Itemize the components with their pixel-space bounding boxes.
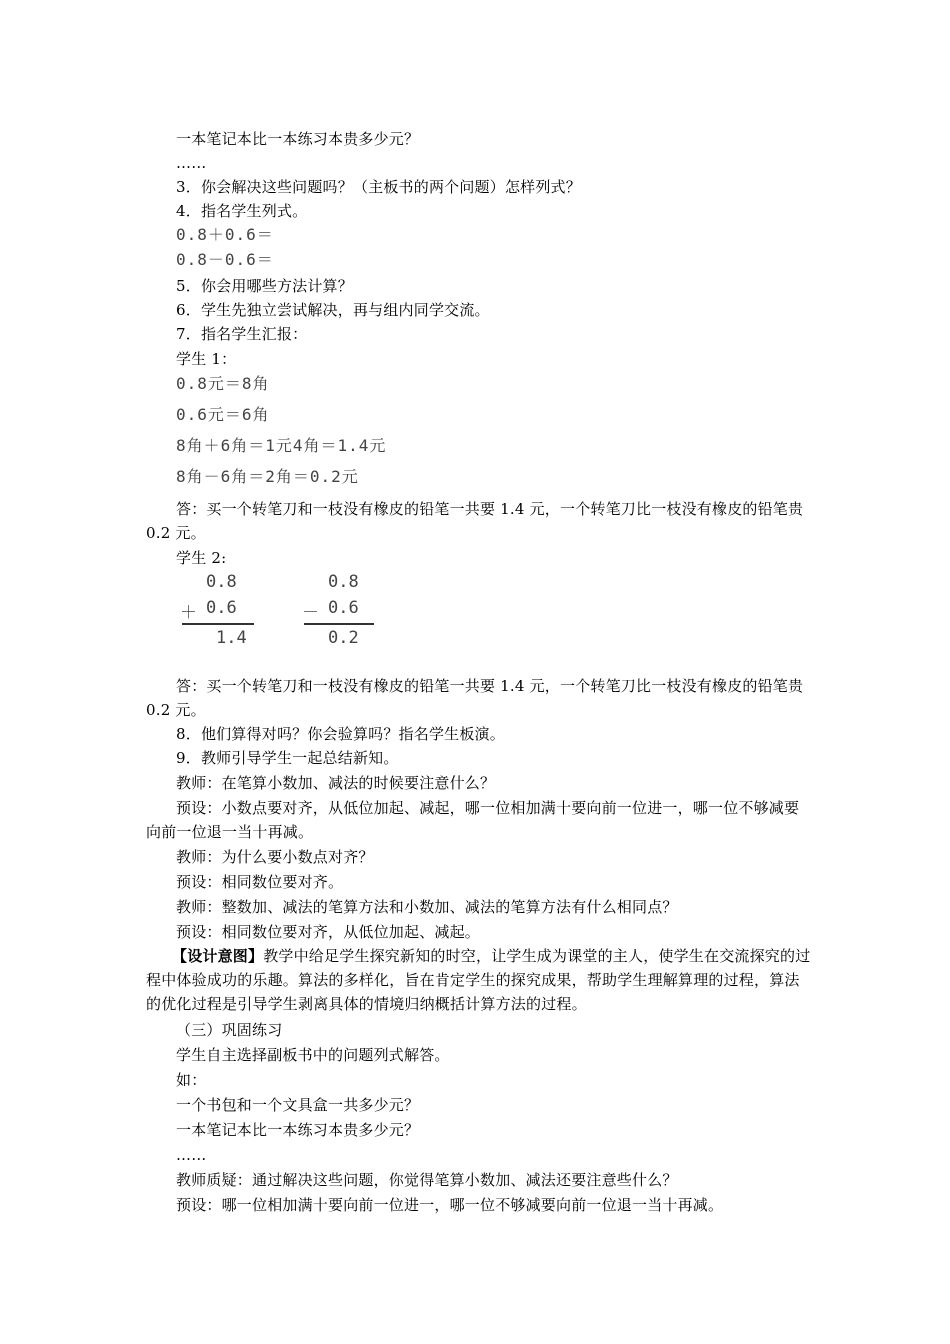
text-line: 一本笔记本比一本练习本贵多少元？ [176, 130, 420, 148]
addend-top: 0.8 [206, 572, 237, 592]
text-line: 教师：在笔算小数加、减法的时候要注意什么？ [176, 774, 496, 792]
text-line: 教师质疑：通过解决这些问题，你觉得笔算小数加、减法还要注意些什么？ [176, 1171, 678, 1189]
text-line: 教师：整数加、减法的笔算方法和小数加、减法的笔算方法有什么相同点？ [176, 898, 678, 916]
ellipsis: …… [176, 154, 207, 172]
answer-paragraph: 答：买一个转笔刀和一枝没有橡皮的铅笔一共要 1.4 元，一个转笔刀比一枝没有橡皮的铅笔贵 0.2 元。 [146, 677, 804, 719]
sum-result: 1.4 [216, 628, 247, 648]
text-line: 一本笔记本比一本练习本贵多少元？ [176, 1121, 420, 1139]
answer-paragraph: 答：买一个转笔刀和一枝没有橡皮的铅笔一共要 1.4 元，一个转笔刀比一枝没有橡皮的铅笔贵 0.2 元。 [146, 500, 804, 542]
text-line: 5．你会用哪些方法计算？ [176, 277, 353, 295]
text-line: 3．你会解决这些问题吗？（主板书的两个问题）怎样列式？ [176, 178, 581, 196]
ellipsis: …… [176, 1146, 207, 1164]
vertical-calculation [176, 568, 396, 648]
text-line: 学生自主选择副板书中的问题列式解答。 [176, 1046, 450, 1064]
text-line: 教师：为什么要小数点对齐？ [176, 848, 374, 866]
text-line: 如： [176, 1071, 207, 1089]
text-line: 8．他们算得对吗？你会验算吗？指名学生板演。 [176, 725, 505, 743]
minus-sign: － [302, 603, 319, 623]
text-line: 7．指名学生汇报： [176, 325, 308, 343]
minuend: 0.8 [328, 572, 359, 592]
plus-sign: ＋ [180, 603, 197, 623]
text-line: 一个书包和一个文具盒一共多少元？ [176, 1096, 420, 1114]
text-line: 学生 2: [176, 549, 227, 567]
equation: 0.6元＝6角 [176, 405, 270, 424]
equation: 0.8元＝8角 [176, 374, 270, 393]
text-line: 学生 1： [176, 350, 237, 368]
design-intent-paragraph [146, 944, 814, 1016]
text-line: 预设：相同数位要对齐。 [176, 873, 344, 891]
subtrahend: 0.6 [328, 598, 359, 618]
difference-result: 0.2 [328, 628, 359, 648]
equation: 8角－6角＝2角＝0.2元 [176, 467, 359, 486]
equation: 0.8＋0.6＝ [176, 225, 274, 244]
text-line: 预设：哪一位相加满十要向前一位进一，哪一位不够减要向前一位退一当十再减。 [176, 1196, 724, 1214]
design-intent-text: 教学中给足学生探究新知的时空，让学生成为课堂的主人，使学生在交流探究的过程中体验成功的乐趣。算法的多样化，旨在肯定学生的探究成果，帮助学生理解算理的过程，算法的优化过程是引导学生剥离具体的情境归纳概括计算方法的过程。 [146, 947, 811, 1013]
design-intent-tag: 【设计意图】 [172, 947, 264, 965]
text-line: 9．教师引导学生一起总结新知。 [176, 749, 399, 767]
text-line: 4．指名学生列式。 [176, 202, 308, 220]
addition-line [182, 623, 254, 625]
text-paragraph: 预设：小数点要对齐，从低位加起、减起，哪一位相加满十要向前一位进一，哪一位不够减要向前一位退一当十再减。 [146, 799, 800, 841]
equation: 8角＋6角＝1元4角＝1.4元 [176, 436, 387, 455]
subtraction-line [304, 623, 374, 625]
equation: 0.8－0.6＝ [176, 250, 274, 269]
text-line: 6．学生先独立尝试解决，再与组内同学交流。 [176, 301, 490, 319]
addend-bottom: 0.6 [206, 598, 237, 618]
text-line: 预设：相同数位要对齐，从低位加起、减起。 [176, 923, 481, 941]
section-heading: （三）巩固练习 [176, 1021, 283, 1039]
